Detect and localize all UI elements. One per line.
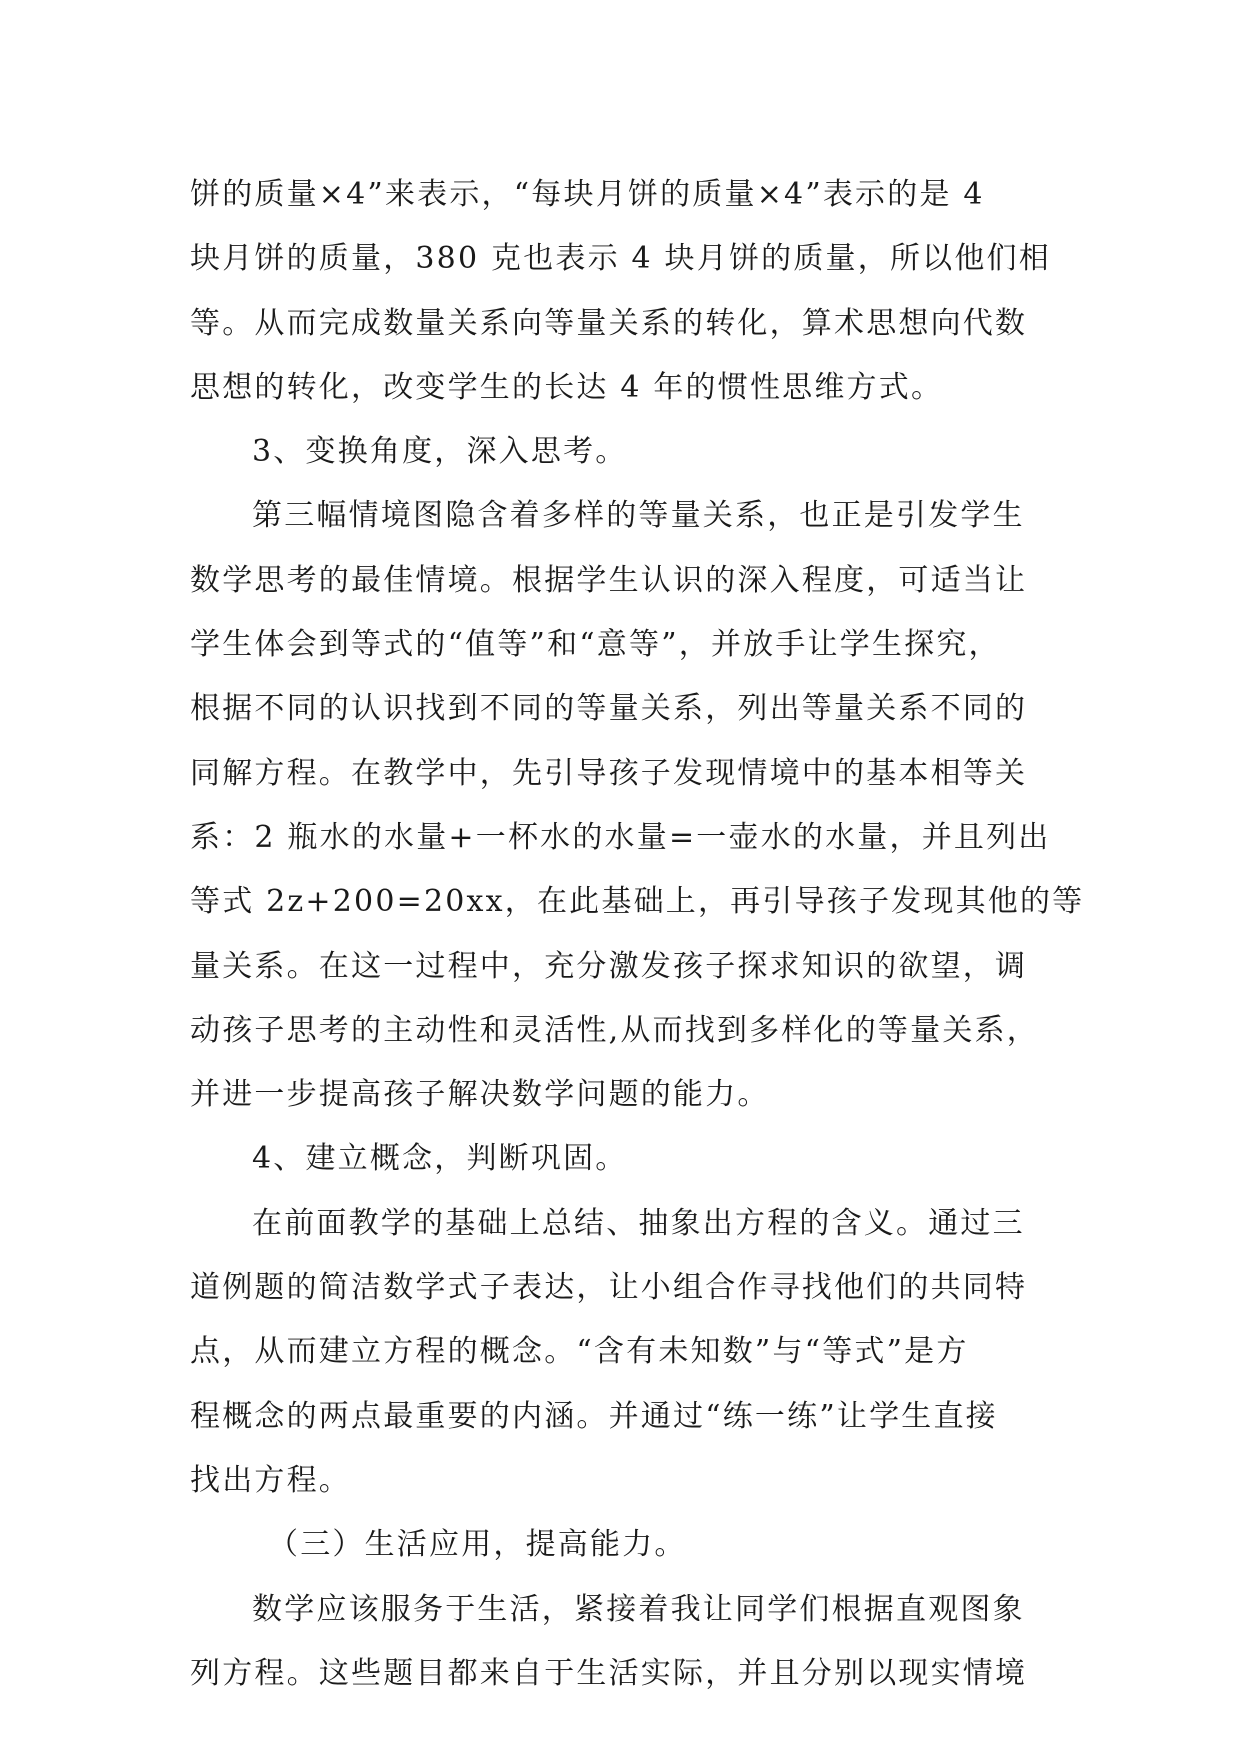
section-heading: 4、建立概念，判断巩固。 <box>252 1141 628 1177</box>
text-line: 程概念的两点最重要的内涵。并通过“练一练”让学生直接 <box>190 1398 998 1434</box>
text-line: 找出方程。 <box>190 1462 351 1498</box>
text-line: 系：2 瓶水的水量+一杯水的水量=一壶水的水量，并且列出 <box>190 819 1051 855</box>
text-line: 饼的质量×4”来表示，“每块月饼的质量×4”表示的是 4 <box>190 177 985 212</box>
text-line: 块月饼的质量，380 克也表示 4 块月饼的质量，所以他们相 <box>190 241 1051 277</box>
text-line: 动孩子思考的主动性和灵活性,从而找到多样化的等量关系， <box>190 1012 1039 1048</box>
text-line: 等式 2z+200=20xx，在此基础上，再引导孩子发现其他的等 <box>190 884 1085 920</box>
text-line: 等。从而完成数量关系向等量关系的转化，算术思想向代数 <box>190 305 1028 341</box>
paragraph-start: 在前面教学的基础上总结、抽象出方程的含义。通过三 <box>252 1205 1025 1241</box>
text-line: 道例题的简洁数学式子表达，让小组合作寻找他们的共同特 <box>190 1270 1028 1306</box>
document-body <box>190 163 1085 1706</box>
text-line: 数学思考的最佳情境。根据学生认识的深入程度，可适当让 <box>190 562 1028 598</box>
text-line: 同解方程。在教学中，先引导孩子发现情境中的基本相等关 <box>190 755 1028 791</box>
text-line: 并进一步提高孩子解决数学问题的能力。 <box>190 1077 770 1113</box>
text-line: 量关系。在这一过程中，充分激发孩子探求知识的欲望，调 <box>190 948 1028 984</box>
text-line: 思想的转化，改变学生的长达 4 年的惯性思维方式。 <box>190 369 944 405</box>
section-heading: （三）生活应用，提高能力。 <box>268 1527 687 1563</box>
text-line: 根据不同的认识找到不同的等量关系，列出等量关系不同的 <box>190 691 1028 727</box>
section-heading: 3、变换角度，深入思考。 <box>252 434 628 470</box>
text-line: 点，从而建立方程的概念。“含有未知数”与“等式”是方 <box>190 1334 969 1370</box>
text-line: 列方程。这些题目都来自于生活实际，并且分别以现实情境 <box>190 1655 1028 1691</box>
text-line: 学生体会到等式的“值等”和“意等”，并放手让学生探究， <box>190 627 1001 663</box>
paragraph-start: 第三幅情境图隐含着多样的等量关系，也正是引发学生 <box>252 498 1025 534</box>
paragraph-start: 数学应该服务于生活，紧接着我让同学们根据直观图象 <box>252 1591 1025 1627</box>
